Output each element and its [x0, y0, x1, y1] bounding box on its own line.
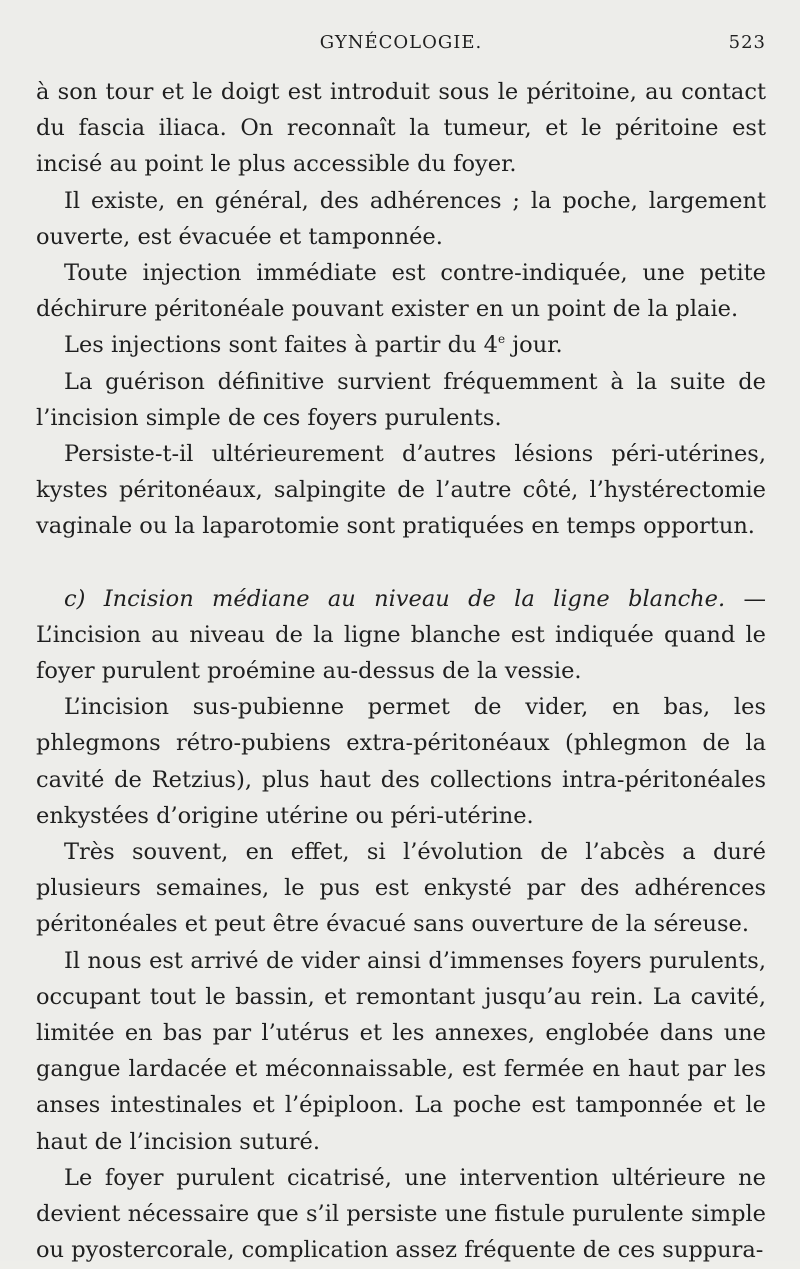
paragraph-5: La guérison définitive survient fréquemment à la suite de l’incision simple de ces foyers purulents. [36, 368, 766, 431]
paragraph-1: à son tour et le doigt est introduit sous le péritoine, au contact du fascia iliaca. On reconnaît la tumeur, et le péritoine est incisé au point le plus accessible du foyer. [36, 79, 766, 178]
paragraph-9: Très souvent, en effet, si l’évolution de l’abcès a duré plusieurs semaines, le pus est enkysté par des adhérences péritonéales et peut être évacué sans ouverture de la séreuse. [36, 839, 766, 938]
paragraph-4 [36, 327, 766, 363]
section-paragraph-text: — L’incision au niveau de la ligne blanche est indiquée quand le foyer purulent proémine au-dessus de la vessie. [36, 585, 766, 685]
paragraph-4-start: Les injections sont faites à partir du 4 [64, 332, 498, 359]
running-title: GYNÉCOLOGIE. [319, 32, 483, 53]
paragraph-4-end: jour. [505, 332, 563, 359]
body-text [36, 74, 766, 1269]
page-number: 523 [728, 32, 766, 53]
section-heading: c) Incision médiane au niveau de la ligne blanche. [64, 585, 726, 612]
paragraph-6: Persiste-t-il ultérieurement d’autres lésions péri-utérines, kystes péritonéaux, salpingite de l’autre côté, l’hystérectomie vaginale ou la laparotomie sont pratiquées en temps opportun. [36, 441, 766, 540]
section-gap [36, 545, 766, 581]
paragraph-2: Il existe, en général, des adhérences ; la poche, largement ouverte, est évacuée et tamponnée. [36, 187, 766, 250]
ordinal-superscript: e [497, 332, 506, 347]
paragraph-3: Toute injection immédiate est contre-indiquée, une petite déchirure péritonéale pouvant exister en un point de la plaie. [36, 260, 766, 323]
paragraph-8: L’incision sus-pubienne permet de vider, en bas, les phlegmons rétro-pubiens extra-péritonéaux (phlegmon de la cavité de Retzius), plus haut des collections intra-péritonéales enkystées d’origine utérine ou péri-utérine. [36, 694, 766, 829]
running-header [36, 32, 766, 58]
section-paragraph [36, 581, 766, 690]
paragraph-10: Il nous est arrivé de vider ainsi d’immenses foyers purulents, occupant tout le bassin, et remontant jusqu’au rein. La cavité, limitée en bas par l’utérus et les annexes, englobée dans une gangue lardacée et méconnaissable, est fermée en haut par les anses intestinales et l’épiploon. La poche est tamponnée et le haut de l’incision suturé. [36, 947, 766, 1155]
paragraph-11: Le foyer purulent cicatrisé, une intervention ultérieure ne devient nécessaire que s’il persiste une fistule purulente simple ou pyostercorale, complication assez fréquente de ces suppura- [36, 1164, 766, 1264]
